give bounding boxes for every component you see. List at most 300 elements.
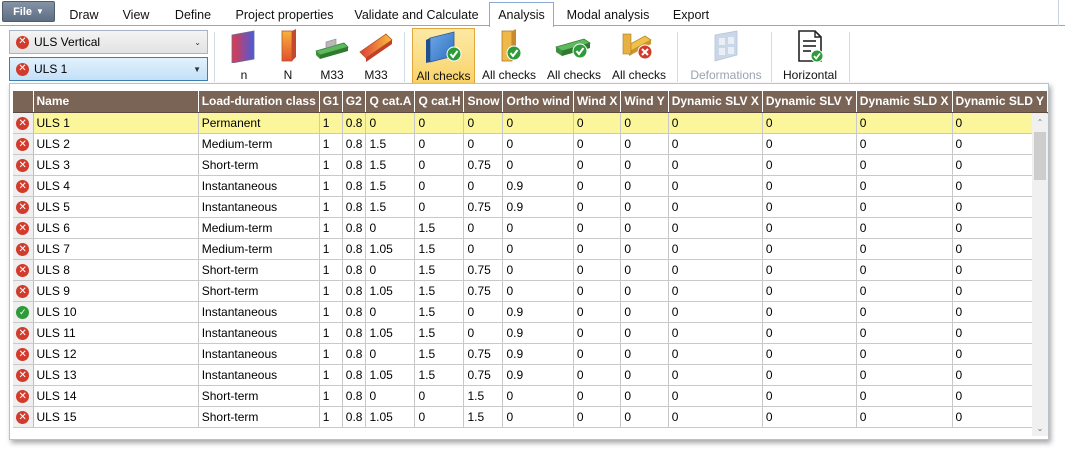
table-cell[interactable]: 0 (621, 364, 668, 385)
table-cell[interactable]: 0 (621, 406, 668, 427)
table-cell[interactable]: 0 (668, 259, 762, 280)
moment-m33-button[interactable] (311, 28, 353, 84)
column-check-ok-icon (489, 28, 529, 64)
horizontal-checks-button[interactable] (778, 28, 842, 84)
table-cell[interactable]: 0 (952, 238, 1048, 259)
table-cell[interactable]: 0 (503, 154, 573, 175)
column-header[interactable]: Snow (464, 91, 503, 112)
table-cell[interactable]: 0 (668, 112, 762, 133)
table-cell[interactable]: 0 (762, 133, 856, 154)
table-cell[interactable]: 0 (573, 280, 621, 301)
column-header[interactable]: Q cat.H (415, 91, 464, 112)
table-cell[interactable]: 0 (952, 217, 1048, 238)
table-cell[interactable]: 1.05 (366, 280, 415, 301)
row-status-cell (13, 238, 33, 259)
table-cell[interactable]: 0 (762, 154, 856, 175)
table-cell[interactable]: 0 (366, 343, 415, 364)
table-cell[interactable]: 1 (319, 301, 342, 322)
table-cell[interactable]: 0 (762, 217, 856, 238)
table-cell[interactable]: 1.5 (415, 280, 464, 301)
table-cell[interactable]: 0 (573, 196, 621, 217)
table-row[interactable] (13, 301, 1048, 322)
chevron-down-icon[interactable]: ▼ (193, 64, 201, 74)
table-cell[interactable]: 0.8 (342, 385, 366, 406)
column-header[interactable]: Name (33, 91, 198, 112)
column-header[interactable]: Dynamic SLD X (856, 91, 952, 112)
table-cell[interactable]: 0 (856, 364, 952, 385)
table-cell[interactable]: 0.9 (503, 175, 573, 196)
moment-m33-stress-button[interactable] (355, 28, 397, 84)
table-cell[interactable]: 1 (319, 385, 342, 406)
table-cell[interactable]: Short-term (198, 259, 319, 280)
table-cell[interactable]: 0 (464, 322, 503, 343)
table-cell[interactable]: 0.8 (342, 364, 366, 385)
table-cell[interactable]: 0 (952, 343, 1048, 364)
table-cell[interactable]: 0.8 (342, 133, 366, 154)
axial-force-button[interactable] (268, 28, 308, 84)
table-cell[interactable]: ULS 7 (33, 238, 198, 259)
table-row[interactable] (13, 196, 1048, 217)
table-cell[interactable]: 1.5 (464, 385, 503, 406)
table-cell[interactable]: 0 (952, 175, 1048, 196)
deformations-button[interactable] (686, 28, 766, 84)
table-cell[interactable]: 0 (952, 385, 1048, 406)
table-cell[interactable]: 1 (319, 112, 342, 133)
table-cell[interactable]: 0 (503, 280, 573, 301)
table-cell[interactable]: 0 (464, 301, 503, 322)
table-cell[interactable]: 0 (415, 196, 464, 217)
table-cell[interactable]: ULS 14 (33, 385, 198, 406)
button-label: All checks (611, 68, 667, 82)
table-cell[interactable]: 1.5 (415, 343, 464, 364)
table-cell[interactable]: 1.5 (366, 175, 415, 196)
error-icon: ✕ (16, 180, 29, 193)
table-cell[interactable]: 0 (668, 217, 762, 238)
table-cell[interactable]: 0 (762, 175, 856, 196)
tab-view[interactable] (111, 3, 161, 26)
table-cell[interactable]: 0.8 (342, 112, 366, 133)
table-cell[interactable]: 0.75 (464, 259, 503, 280)
table-cell[interactable]: 0 (573, 217, 621, 238)
table-cell[interactable]: 0 (464, 112, 503, 133)
tab-modal-analysis[interactable] (556, 3, 660, 26)
table-row[interactable] (13, 238, 1048, 259)
moment-m33-stress-icon (356, 28, 396, 64)
table-cell[interactable]: 0.8 (342, 280, 366, 301)
table-row[interactable] (13, 154, 1048, 175)
table-cell[interactable]: 0 (762, 196, 856, 217)
column-header[interactable]: Ortho wind (503, 91, 573, 112)
button-label: M33 (364, 68, 388, 82)
table-cell[interactable]: Short-term (198, 280, 319, 301)
table-cell[interactable]: 0 (415, 154, 464, 175)
table-cell[interactable]: 0.8 (342, 217, 366, 238)
table-cell[interactable]: 0.9 (503, 322, 573, 343)
table-cell[interactable]: 1 (319, 154, 342, 175)
table-cell[interactable]: 1.5 (415, 238, 464, 259)
error-icon: ✕ (16, 36, 29, 49)
table-cell[interactable]: 0.75 (464, 364, 503, 385)
column-all-checks-button[interactable] (478, 28, 540, 84)
wall-check-ok-icon (424, 29, 464, 65)
combination-select[interactable] (9, 57, 208, 81)
table-cell[interactable]: ULS 13 (33, 364, 198, 385)
deformation-icon (706, 28, 746, 64)
table-cell[interactable]: 1.05 (366, 364, 415, 385)
table-cell[interactable]: 1 (319, 133, 342, 154)
table-cell[interactable]: 0 (621, 217, 668, 238)
button-label: N (283, 68, 293, 82)
table-cell[interactable]: 1.5 (464, 406, 503, 427)
ribbon-tab-bar (0, 0, 1065, 26)
wall-all-checks-button[interactable] (412, 28, 475, 84)
table-cell[interactable]: 0 (762, 385, 856, 406)
table-cell[interactable]: 0 (952, 259, 1048, 280)
table-cell[interactable]: 0 (415, 385, 464, 406)
table-cell[interactable]: 0 (856, 385, 952, 406)
table-cell[interactable]: 0 (952, 133, 1048, 154)
table-cell[interactable]: Short-term (198, 406, 319, 427)
table-cell[interactable]: 1.05 (366, 322, 415, 343)
table-cell[interactable]: 0 (668, 385, 762, 406)
table-cell[interactable]: Instantaneous (198, 322, 319, 343)
table-cell[interactable]: 0 (621, 322, 668, 343)
table-cell[interactable]: 1.5 (415, 259, 464, 280)
table-cell[interactable]: 0 (762, 238, 856, 259)
table-cell[interactable]: 0 (762, 259, 856, 280)
table-cell[interactable]: 0 (952, 364, 1048, 385)
table-cell[interactable]: 0 (856, 406, 952, 427)
load-combinations-panel (9, 83, 1049, 440)
table-cell[interactable]: 1 (319, 217, 342, 238)
table-cell[interactable]: 0 (415, 133, 464, 154)
table-cell[interactable]: 1.5 (415, 322, 464, 343)
table-row[interactable] (13, 322, 1048, 343)
column-header[interactable]: G1 (319, 91, 342, 112)
table-cell[interactable]: 0.8 (342, 175, 366, 196)
tab-validate-and-calculate[interactable] (346, 3, 487, 26)
table-cell[interactable]: Medium-term (198, 133, 319, 154)
table-cell[interactable]: 0 (621, 280, 668, 301)
table-cell[interactable]: 0 (415, 175, 464, 196)
table-cell[interactable]: 0 (856, 133, 952, 154)
table-cell[interactable]: ULS 5 (33, 196, 198, 217)
table-cell[interactable]: 0 (621, 154, 668, 175)
table-cell[interactable]: 0 (856, 322, 952, 343)
table-cell[interactable]: 0 (952, 154, 1048, 175)
table-cell[interactable]: Permanent (198, 112, 319, 133)
table-cell[interactable]: ULS 15 (33, 406, 198, 427)
table-cell[interactable]: 0 (573, 301, 621, 322)
table-cell[interactable]: 0 (366, 112, 415, 133)
table-cell[interactable]: 0.9 (503, 364, 573, 385)
table-row[interactable] (13, 280, 1048, 301)
button-label: n (240, 68, 248, 82)
table-cell[interactable]: 0 (856, 217, 952, 238)
load-combinations-table (13, 91, 1048, 428)
table-cell[interactable]: 0 (668, 406, 762, 427)
table-cell[interactable]: 0 (621, 259, 668, 280)
table-cell[interactable]: 0.9 (503, 196, 573, 217)
table-cell[interactable]: 0 (621, 175, 668, 196)
table-cell[interactable]: 0 (856, 238, 952, 259)
beam-all-checks-button[interactable] (543, 28, 605, 84)
row-status-cell (13, 154, 33, 175)
error-icon: ✕ (16, 348, 29, 361)
vertical-scrollbar[interactable] (1032, 114, 1048, 436)
table-cell[interactable]: 0 (573, 406, 621, 427)
table-cell[interactable]: 1 (319, 343, 342, 364)
connection-all-checks-button[interactable] (608, 28, 670, 84)
file-menu-button[interactable] (2, 1, 55, 22)
table-cell[interactable]: 0 (621, 385, 668, 406)
table-cell[interactable]: 1.5 (415, 217, 464, 238)
table-cell[interactable]: 0 (952, 301, 1048, 322)
tab-analysis[interactable] (489, 2, 554, 27)
table-cell[interactable]: 1 (319, 364, 342, 385)
table-cell[interactable]: 0 (668, 238, 762, 259)
table-cell[interactable]: 0 (464, 175, 503, 196)
tab-label: View (122, 7, 150, 22)
table-cell[interactable]: 0 (952, 280, 1048, 301)
table-cell[interactable]: 0 (464, 133, 503, 154)
table-cell[interactable]: 1.5 (366, 154, 415, 175)
table-cell[interactable]: 0 (762, 406, 856, 427)
table-cell[interactable]: ULS 9 (33, 280, 198, 301)
stress-n-button[interactable] (222, 28, 266, 84)
table-cell[interactable]: 0.75 (464, 280, 503, 301)
table-cell[interactable]: 0.8 (342, 343, 366, 364)
table-cell[interactable]: 0 (415, 112, 464, 133)
table-cell[interactable]: 0 (573, 112, 621, 133)
table-cell[interactable]: 0.8 (342, 301, 366, 322)
table-cell[interactable]: 0 (503, 238, 573, 259)
table-cell[interactable]: 0 (952, 322, 1048, 343)
table-cell[interactable]: 0 (856, 280, 952, 301)
scroll-down-icon[interactable]: ⌄ (1036, 423, 1044, 433)
table-cell[interactable]: 0 (668, 364, 762, 385)
table-cell[interactable]: Instantaneous (198, 301, 319, 322)
table-row[interactable] (13, 175, 1048, 196)
table-cell[interactable]: 0 (503, 133, 573, 154)
table-cell[interactable]: 0 (573, 154, 621, 175)
table-cell[interactable]: 1.5 (415, 301, 464, 322)
table-cell[interactable]: Instantaneous (198, 343, 319, 364)
table-cell[interactable]: 0 (573, 385, 621, 406)
row-status-cell (13, 301, 33, 322)
stress-n-icon (224, 28, 264, 64)
table-cell[interactable]: 0 (621, 301, 668, 322)
table-cell[interactable]: 0 (856, 154, 952, 175)
table-cell[interactable]: 1.5 (415, 364, 464, 385)
column-header[interactable]: Wind X (573, 91, 621, 112)
table-cell[interactable]: 1.5 (366, 133, 415, 154)
table-cell[interactable]: 0.8 (342, 154, 366, 175)
table-cell[interactable]: 0 (762, 364, 856, 385)
check-ok-icon: ✓ (16, 306, 29, 319)
table-row[interactable] (13, 343, 1048, 364)
table-cell[interactable]: 0.9 (503, 343, 573, 364)
table-cell[interactable]: 0 (762, 343, 856, 364)
table-row[interactable] (13, 385, 1048, 406)
table-cell[interactable]: 0 (668, 301, 762, 322)
table-row[interactable] (13, 217, 1048, 238)
table-cell[interactable]: 0 (668, 322, 762, 343)
table-cell[interactable]: 0 (464, 238, 503, 259)
table-cell[interactable]: 0 (952, 196, 1048, 217)
table-cell[interactable]: Medium-term (198, 238, 319, 259)
chevron-down-icon[interactable]: ⌄ (194, 37, 201, 47)
table-cell[interactable]: 0 (503, 406, 573, 427)
table-cell[interactable]: 0 (762, 301, 856, 322)
table-row[interactable] (13, 406, 1048, 427)
table-cell[interactable]: 0 (464, 217, 503, 238)
scroll-thumb[interactable] (1034, 132, 1046, 180)
table-cell[interactable]: 1 (319, 196, 342, 217)
table-cell[interactable]: 0 (952, 112, 1048, 133)
table-cell[interactable]: 0 (621, 343, 668, 364)
table-row[interactable] (13, 133, 1048, 154)
table-row[interactable] (13, 259, 1048, 280)
table-cell[interactable]: 1 (319, 259, 342, 280)
table-cell[interactable]: 0 (668, 133, 762, 154)
table-cell[interactable]: ULS 1 (33, 112, 198, 133)
column-header[interactable]: Wind Y (621, 91, 668, 112)
axial-force-icon (268, 28, 308, 64)
table-cell[interactable]: 0 (503, 112, 573, 133)
table-cell[interactable]: 0 (621, 238, 668, 259)
table-cell[interactable]: Instantaneous (198, 364, 319, 385)
table-header-row (13, 91, 1048, 112)
table-cell[interactable]: 0.9 (503, 301, 573, 322)
table-cell[interactable]: 0 (366, 385, 415, 406)
table-cell[interactable]: 0 (621, 112, 668, 133)
table-cell[interactable]: 0 (952, 406, 1048, 427)
error-icon: ✕ (16, 201, 29, 214)
table-row[interactable] (13, 364, 1048, 385)
table-cell[interactable]: 0 (573, 364, 621, 385)
row-status-cell (13, 133, 33, 154)
table-cell[interactable]: 1.05 (366, 238, 415, 259)
table-cell[interactable]: Instantaneous (198, 175, 319, 196)
table-cell[interactable]: 0.75 (464, 154, 503, 175)
table-cell[interactable]: 0 (621, 196, 668, 217)
error-icon: ✕ (16, 264, 29, 277)
table-cell[interactable]: ULS 11 (33, 322, 198, 343)
table-cell[interactable]: 0 (856, 301, 952, 322)
error-icon: ✕ (16, 159, 29, 172)
table-cell[interactable]: 0 (856, 259, 952, 280)
button-label: All checks (546, 68, 602, 82)
table-cell[interactable]: 0 (668, 343, 762, 364)
table-cell[interactable]: 0.8 (342, 406, 366, 427)
column-header[interactable]: Load-duration class (198, 91, 319, 112)
table-cell[interactable]: 0 (668, 280, 762, 301)
column-header[interactable]: Q cat.A (366, 91, 415, 112)
table-cell[interactable]: 0 (573, 133, 621, 154)
error-icon: ✕ (16, 243, 29, 256)
table-cell[interactable]: 0 (503, 259, 573, 280)
table-cell[interactable]: ULS 2 (33, 133, 198, 154)
table-cell[interactable]: 1 (319, 280, 342, 301)
table-cell[interactable]: 0 (856, 175, 952, 196)
error-icon: ✕ (16, 369, 29, 382)
table-cell[interactable]: 0.8 (342, 238, 366, 259)
table-cell[interactable]: 0 (573, 343, 621, 364)
table-cell[interactable]: Short-term (198, 385, 319, 406)
table-cell[interactable]: 0 (762, 112, 856, 133)
table-cell[interactable]: Instantaneous (198, 196, 319, 217)
table-cell[interactable]: 1.5 (366, 196, 415, 217)
table-cell[interactable]: Short-term (198, 154, 319, 175)
table-cell[interactable]: 0.75 (464, 196, 503, 217)
table-cell[interactable]: 0.8 (342, 322, 366, 343)
table-cell[interactable]: 1 (319, 238, 342, 259)
table-cell[interactable]: 0 (415, 406, 464, 427)
table-row[interactable] (13, 112, 1048, 133)
table-cell[interactable]: 0 (668, 175, 762, 196)
tab-define[interactable] (163, 3, 223, 26)
row-status-cell (13, 175, 33, 196)
table-cell[interactable]: 0.75 (464, 343, 503, 364)
tab-label: Define (174, 7, 212, 22)
table-cell[interactable]: ULS 8 (33, 259, 198, 280)
table-cell[interactable]: 0 (762, 322, 856, 343)
table-cell[interactable]: 1 (319, 175, 342, 196)
table-cell[interactable]: 0 (503, 385, 573, 406)
tab-project-properties[interactable] (225, 3, 344, 26)
tab-draw[interactable] (59, 3, 109, 26)
column-header[interactable]: Dynamic SLD Y (952, 91, 1048, 112)
table-cell[interactable]: 0 (668, 196, 762, 217)
table-cell[interactable]: ULS 12 (33, 343, 198, 364)
table-body (13, 112, 1048, 427)
scroll-up-icon[interactable]: ⌃ (1036, 117, 1044, 127)
table-cell[interactable]: 0.8 (342, 196, 366, 217)
table-cell[interactable]: 1.05 (366, 406, 415, 427)
table-cell[interactable]: 0 (573, 238, 621, 259)
table-cell[interactable]: 0 (856, 196, 952, 217)
tab-label: Project properties (235, 7, 334, 22)
table-cell[interactable]: 0 (573, 259, 621, 280)
column-header[interactable]: G2 (342, 91, 366, 112)
table-cell[interactable]: ULS 6 (33, 217, 198, 238)
table-cell[interactable]: 0 (573, 322, 621, 343)
combination-group-select[interactable] (9, 30, 208, 54)
table-cell[interactable]: 0 (668, 154, 762, 175)
table-cell[interactable]: 0 (503, 217, 573, 238)
table-cell[interactable]: 0 (573, 175, 621, 196)
table-cell[interactable]: 0 (366, 259, 415, 280)
table-cell[interactable]: 0 (366, 217, 415, 238)
table-cell[interactable]: 0 (762, 280, 856, 301)
table-cell[interactable]: Medium-term (198, 217, 319, 238)
table-cell[interactable]: ULS 3 (33, 154, 198, 175)
table-cell[interactable]: 0 (856, 112, 952, 133)
table-cell[interactable]: 0.8 (342, 259, 366, 280)
table-cell[interactable]: 0 (856, 343, 952, 364)
table-cell[interactable]: 1 (319, 322, 342, 343)
column-header[interactable]: Dynamic SLV Y (762, 91, 856, 112)
table-cell[interactable]: 0 (366, 301, 415, 322)
column-header[interactable]: Dynamic SLV X (668, 91, 762, 112)
combination-value: ULS 1 (34, 62, 68, 76)
table-cell[interactable]: ULS 4 (33, 175, 198, 196)
table-cell[interactable]: 1 (319, 406, 342, 427)
tab-export[interactable] (662, 3, 720, 26)
table-cell[interactable]: 0 (621, 133, 668, 154)
table-cell[interactable]: ULS 10 (33, 301, 198, 322)
